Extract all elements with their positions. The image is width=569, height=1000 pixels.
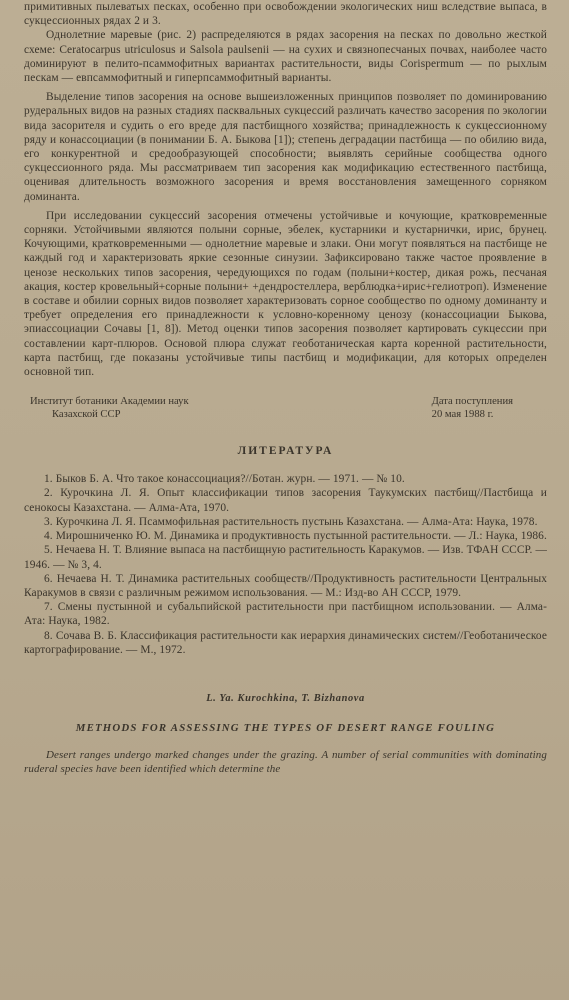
institute-affiliation	[24, 395, 189, 421]
english-authors: L. Ya. Kurochkina, T. Bizhanova	[206, 692, 365, 704]
paragraph-fouling-types: Выделение типов засорения на основе вышеизложенных принципов позволяет по доминированию рудеральных видов на разных стадиях пасквальных сукцессий различать качество засорения по экологии вида засорителя и судить о его вреде для пастбищного хозяйства; принадлежность к сукцессионному ряду и конассоциации (в понимании Б. А. Быкова [1]); степень деградации пастбища — по обилию вида, его конкурентной и средообразующей способности; выявлять серийные сообщества одного сукцессионного ряда. Мы рассматриваем тип засорения как модификацию естественного пастбища, оценивая длительность возможного засорения и время восстановления замещенного сорняком доминанта.	[24, 91, 547, 203]
reference-item: 7. Смены пустынной и субальпийской растительности при пастбищном использовании. — Алма-Ата: Наука, 1982.	[24, 601, 547, 628]
literature-heading: ЛИТЕРАТУРА	[237, 445, 334, 458]
paragraph-continued: примитивных пылеватых песках, особенно при освобождении экологических ниш вследствие выпаса, в сукцессионных рядах 2 и 3.	[24, 1, 547, 28]
english-title: METHODS FOR ASSESSING THE TYPES OF DESERT RANGE FOULING	[75, 721, 496, 734]
institute-line-2: Казахской ССР	[52, 409, 121, 421]
article-footer	[24, 395, 547, 421]
paragraph-annual-chenopods: Однолетние маревые (рис. 2) распределяются в рядах засорения на песках по довольно жесткой схеме: Ceratocarpus utriculosus и Salsola paulsenii — на сухих и связнопесчаных почвах, наиболее часто доминируют в пелито-псаммофитных вариантах растительности, виды Corispermum — по рыхлым пескам — евпсаммофитный и гиперпсаммофитный варианты.	[24, 29, 547, 85]
received-date	[432, 395, 547, 421]
text-column	[24, 0, 547, 776]
reference-item: 2. Курочкина Л. Я. Опыт классификации типов засорения Таукумских пастбищ//Пастбища и сенокосы Казахстана. — Алма-Ата, 1970.	[24, 487, 547, 514]
reference-item: 4. Мирошниченко Ю. М. Динамика и продуктивность пустынной растительности. — Л.: Наука, 1986.	[44, 530, 547, 543]
reference-item: 8. Сочава В. Б. Классификация растительности как иерархия динамических систем//Геоботаническое картографирование. — М., 1972.	[24, 629, 547, 656]
reference-item: 5. Нечаева Н. Т. Влияние выпаса на пастбищную растительность Каракумов. — Изв. ТФАН СССР. — 1946. — № 3, 4.	[24, 544, 547, 571]
reference-item: 3. Курочкина Л. Я. Псаммофильная растительность пустынь Казахстана. — Алма-Ата: Наука, 1978.	[44, 515, 538, 528]
received-label: Дата поступления	[431, 396, 513, 408]
english-abstract: Desert ranges undergo marked changes under the grazing. A number of serial communities with dominating ruderal species have been identified which determine the	[24, 748, 547, 775]
received-value: 20 мая 1988 г.	[431, 409, 494, 421]
reference-item: 1. Быков Б. А. Что такое конассоциация?//Ботан. журн. — 1971. — № 10.	[44, 473, 405, 486]
reference-item: 6. Нечаева Н. Т. Динамика растительных сообществ//Продуктивность растительности Центральных Каракумов в связи с различным режимом использования. — М.: Изд-во АН СССР, 1979.	[24, 572, 547, 599]
reference-list	[24, 472, 547, 657]
paragraph-succession-weeds: При исследовании сукцессий засорения отмечены устойчивые и кочующие, кратковременные сорняки. Устойчивыми являются полыни сорные, эбелек, кустарники и кустарнички, ирис, брунец. Кочующими, кратковременными — однолетние маревые и злаки. Они могут появляться на пастбище не каждый год и характеризовать яркие сезонные синузии. Зафиксировано также частое проявление в ценозе нескольких типов засорения, чередующихся по годам (полыни+костер, дикая рожь, песчаная акация, костер кровельный+сорные полыни+ +дендростеллера, верблюдка+ирис+гелиотроп). Изменение в составе и обилии сорных видов позволяет характеризовать сорное сообщество по одному доминанту и требует определения его принадлежности к условно-коренному ценозу (конассоциации Быкова, эпиассоциации Сочавы [1, 8]). Метод оценки типов засорения позволяет картировать сукцессии при составлении карт-плюров. Основой плюра служат геоботаническая карта коренной растительности, карта пастбищ, где показаны устойчивые типы пастбищ и модификации, для которых определен основной тип.	[24, 209, 547, 379]
institute-line-1: Институт ботаники Академии наук	[30, 396, 189, 408]
